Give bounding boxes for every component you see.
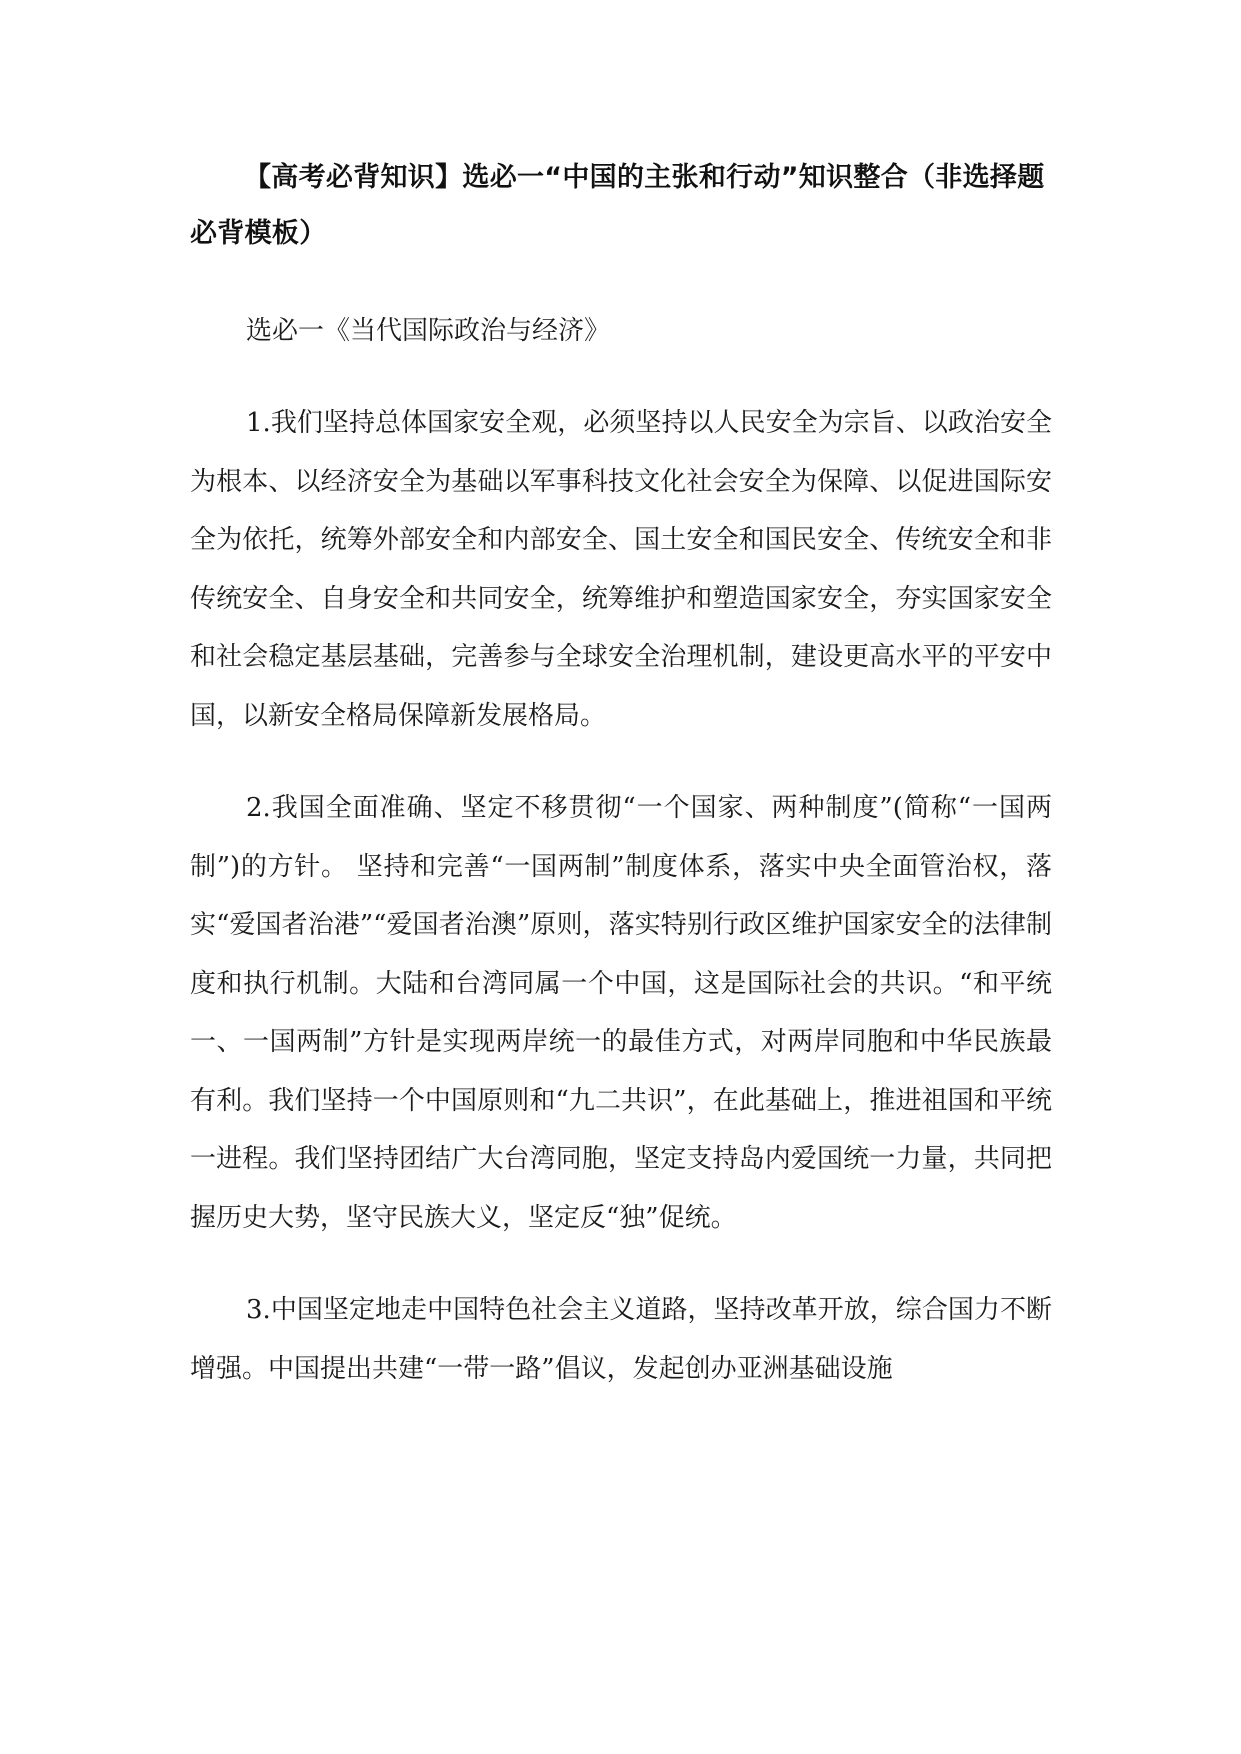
paragraph-3: 3.中国坚定地走中国特色社会主义道路，坚持改革开放，综合国力不断增强。中国提出共建“一带一路”倡议，发起创办亚洲基础设施 bbox=[190, 1295, 1052, 1384]
section-subtitle: 选必一《当代国际政治与经济》 bbox=[246, 316, 611, 346]
document-body bbox=[190, 150, 1052, 1398]
paragraph-2: 2.我国全面准确、坚定不移贯彻“一个国家、两种制度”(简称“一国两制”)的方针。 坚持和完善“一国两制”制度体系，落实中央全面管治权，落实“爱国者治港”“爱国者治澳”原则，落实特别行政区维护国家安全的法律制度和执行机制。大陆和台湾同属一个中国，这是国际社会的共识。“和平统一、一国两制”方针是实现两岸统一的最佳方式，对两岸同胞和中华民族最有利。我们坚持一个中国原则和“九二共识”，在此基础上，推进祖国和平统一进程。我们坚持团结广大台湾同胞，坚定支持岛内爱国统一力量，共同把握历史大势，坚守民族大义，坚定反“独”促统。 bbox=[190, 793, 1052, 1233]
document-title: 【高考必背知识】选必一“中国的主张和行动”知识整合（非选择题必背模板） bbox=[190, 162, 1045, 249]
paragraph-1: 1.我们坚持总体国家安全观，必须坚持以人民安全为宗旨、以政治安全为根本、以经济安全为基础以军事科技文化社会安全为保障、以促进国际安全为依托，统筹外部安全和内部安全、国土安全和国民安全、传统安全和非传统安全、自身安全和共同安全，统筹维护和塑造国家安全，夯实国家安全和社会稳定基层基础，完善参与全球安全治理机制，建设更高水平的平安中国，以新安全格局保障新发展格局。 bbox=[190, 408, 1052, 731]
